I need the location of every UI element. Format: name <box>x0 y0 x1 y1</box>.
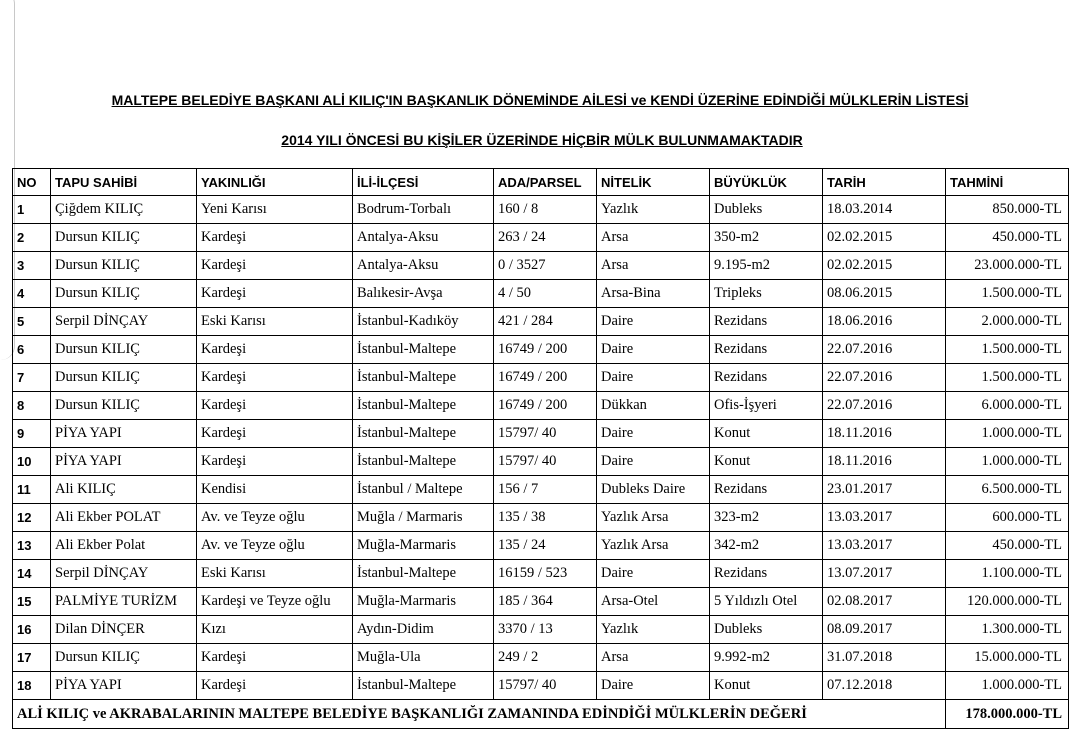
table-body <box>13 196 1069 700</box>
cell-size: Ofis-İşyeri <box>710 392 823 420</box>
header-relation: YAKINLIĞI <box>197 169 353 196</box>
cell-no: 4 <box>13 280 51 308</box>
property-table <box>12 168 1069 729</box>
cell-relation: Kardeşi <box>197 336 353 364</box>
cell-size: Dubleks <box>710 196 823 224</box>
cell-relation: Kardeşi <box>197 644 353 672</box>
cell-parcel: 15797/ 40 <box>494 448 597 476</box>
cell-date: 13.03.2017 <box>823 504 946 532</box>
cell-relation: Kardeşi <box>197 224 353 252</box>
cell-date: 13.03.2017 <box>823 532 946 560</box>
cell-estimate: 6.000.000-TL <box>946 392 1069 420</box>
cell-no: 11 <box>13 476 51 504</box>
cell-location: Balıkesir-Avşa <box>353 280 494 308</box>
cell-size: Rezidans <box>710 336 823 364</box>
cell-date: 23.01.2017 <box>823 476 946 504</box>
cell-no: 10 <box>13 448 51 476</box>
cell-parcel: 263 / 24 <box>494 224 597 252</box>
cell-relation: Kardeşi <box>197 448 353 476</box>
cell-location: İstanbul-Maltepe <box>353 448 494 476</box>
cell-location: İstanbul-Maltepe <box>353 392 494 420</box>
cell-relation: Eski Karısı <box>197 308 353 336</box>
cell-location: Muğla-Ula <box>353 644 494 672</box>
cell-date: 08.06.2015 <box>823 280 946 308</box>
cell-size: 323-m2 <box>710 504 823 532</box>
cell-location: Muğla-Marmaris <box>353 588 494 616</box>
cell-type: Arsa <box>597 252 710 280</box>
cell-type: Daire <box>597 448 710 476</box>
table-header-row <box>13 169 1069 196</box>
table-row <box>13 336 1069 364</box>
cell-location: Aydın-Didim <box>353 616 494 644</box>
cell-size: Rezidans <box>710 364 823 392</box>
header-location: İLİ-İLÇESİ <box>353 169 494 196</box>
cell-type: Arsa-Otel <box>597 588 710 616</box>
cell-parcel: 135 / 38 <box>494 504 597 532</box>
cell-size: 342-m2 <box>710 532 823 560</box>
cell-estimate: 1.500.000-TL <box>946 336 1069 364</box>
cell-parcel: 156 / 7 <box>494 476 597 504</box>
cell-estimate: 120.000.000-TL <box>946 588 1069 616</box>
cell-estimate: 1.500.000-TL <box>946 280 1069 308</box>
cell-size: Konut <box>710 672 823 700</box>
cell-location: Antalya-Aksu <box>353 224 494 252</box>
cell-date: 18.11.2016 <box>823 420 946 448</box>
cell-owner: Serpil DİNÇAY <box>51 560 197 588</box>
cell-owner: Dursun KILIÇ <box>51 280 197 308</box>
cell-owner: Dursun KILIÇ <box>51 644 197 672</box>
header-owner: TAPU SAHİBİ <box>51 169 197 196</box>
cell-estimate: 850.000-TL <box>946 196 1069 224</box>
cell-owner: Dursun KILIÇ <box>51 392 197 420</box>
cell-parcel: 4 / 50 <box>494 280 597 308</box>
cell-parcel: 15797/ 40 <box>494 672 597 700</box>
table-row <box>13 476 1069 504</box>
cell-relation: Kardeşi <box>197 672 353 700</box>
cell-relation: Kardeşi <box>197 420 353 448</box>
table-row <box>13 560 1069 588</box>
cell-relation: Kardeşi ve Teyze oğlu <box>197 588 353 616</box>
cell-no: 7 <box>13 364 51 392</box>
cell-location: Antalya-Aksu <box>353 252 494 280</box>
cell-type: Daire <box>597 672 710 700</box>
table-row <box>13 532 1069 560</box>
cell-estimate: 1.000.000-TL <box>946 448 1069 476</box>
cell-estimate: 600.000-TL <box>946 504 1069 532</box>
cell-relation: Kardeşi <box>197 280 353 308</box>
cell-owner: Dursun KILIÇ <box>51 364 197 392</box>
total-value: 178.000.000-TL <box>946 700 1069 729</box>
cell-estimate: 23.000.000-TL <box>946 252 1069 280</box>
cell-estimate: 1.000.000-TL <box>946 672 1069 700</box>
cell-date: 02.02.2015 <box>823 252 946 280</box>
cell-type: Yazlık Arsa <box>597 532 710 560</box>
cell-owner: Dursun KILIÇ <box>51 252 197 280</box>
cell-size: 350-m2 <box>710 224 823 252</box>
cell-size: Tripleks <box>710 280 823 308</box>
total-label: ALİ KILIÇ ve AKRABALARININ MALTEPE BELEDİYE BAŞKANLIĞI ZAMANINDA EDİNDİĞİ MÜLKLERİN DEĞERİ <box>13 700 946 729</box>
cell-no: 9 <box>13 420 51 448</box>
cell-date: 31.07.2018 <box>823 644 946 672</box>
cell-no: 8 <box>13 392 51 420</box>
cell-location: Bodrum-Torbalı <box>353 196 494 224</box>
cell-relation: Av. ve Teyze oğlu <box>197 504 353 532</box>
cell-size: Rezidans <box>710 560 823 588</box>
cell-parcel: 160 / 8 <box>494 196 597 224</box>
cell-owner: Serpil DİNÇAY <box>51 308 197 336</box>
cell-parcel: 3370 / 13 <box>494 616 597 644</box>
cell-no: 16 <box>13 616 51 644</box>
cell-type: Yazlık <box>597 196 710 224</box>
cell-date: 22.07.2016 <box>823 392 946 420</box>
table-row <box>13 392 1069 420</box>
table-row <box>13 224 1069 252</box>
cell-relation: Kardeşi <box>197 364 353 392</box>
cell-location: İstanbul-Maltepe <box>353 560 494 588</box>
cell-parcel: 421 / 284 <box>494 308 597 336</box>
cell-type: Dubleks Daire <box>597 476 710 504</box>
cell-owner: Dilan DİNÇER <box>51 616 197 644</box>
cell-location: İstanbul-Maltepe <box>353 336 494 364</box>
table-row <box>13 644 1069 672</box>
table-row <box>13 588 1069 616</box>
cell-estimate: 1.100.000-TL <box>946 560 1069 588</box>
document-title: MALTEPE BELEDİYE BAŞKANI ALİ KILIÇ'IN BAŞKANLIK DÖNEMİNDE AİLESİ ve KENDİ ÜZERİNE EDİNDİĞİ MÜLKLERİN LİSTESİ <box>111 92 969 108</box>
table-row <box>13 252 1069 280</box>
cell-date: 22.07.2016 <box>823 336 946 364</box>
cell-location: İstanbul-Kadıköy <box>353 308 494 336</box>
cell-size: Dubleks <box>710 616 823 644</box>
cell-location: İstanbul-Maltepe <box>353 364 494 392</box>
cell-estimate: 450.000-TL <box>946 532 1069 560</box>
table-row <box>13 364 1069 392</box>
cell-parcel: 0 / 3527 <box>494 252 597 280</box>
cell-size: 9.992-m2 <box>710 644 823 672</box>
cell-location: İstanbul-Maltepe <box>353 420 494 448</box>
cell-relation: Kardeşi <box>197 252 353 280</box>
table-row <box>13 504 1069 532</box>
cell-date: 18.03.2014 <box>823 196 946 224</box>
cell-size: Konut <box>710 448 823 476</box>
cell-date: 22.07.2016 <box>823 364 946 392</box>
cell-location: İstanbul-Maltepe <box>353 672 494 700</box>
cell-relation: Kardeşi <box>197 392 353 420</box>
cell-size: Rezidans <box>710 476 823 504</box>
cell-no: 17 <box>13 644 51 672</box>
cell-relation: Kendisi <box>197 476 353 504</box>
cell-owner: Çiğdem KILIÇ <box>51 196 197 224</box>
cell-date: 07.12.2018 <box>823 672 946 700</box>
cell-estimate: 1.500.000-TL <box>946 364 1069 392</box>
cell-estimate: 450.000-TL <box>946 224 1069 252</box>
header-parcel: ADA/PARSEL <box>494 169 597 196</box>
cell-owner: Ali Ekber Polat <box>51 532 197 560</box>
cell-owner: PİYA YAPI <box>51 672 197 700</box>
cell-estimate: 1.000.000-TL <box>946 420 1069 448</box>
table-row <box>13 420 1069 448</box>
cell-parcel: 15797/ 40 <box>494 420 597 448</box>
cell-owner: Dursun KILIÇ <box>51 224 197 252</box>
cell-no: 13 <box>13 532 51 560</box>
cell-estimate: 6.500.000-TL <box>946 476 1069 504</box>
cell-type: Dükkan <box>597 392 710 420</box>
cell-parcel: 16749 / 200 <box>494 336 597 364</box>
table-row <box>13 448 1069 476</box>
cell-no: 1 <box>13 196 51 224</box>
cell-no: 15 <box>13 588 51 616</box>
table-row <box>13 280 1069 308</box>
cell-date: 02.02.2015 <box>823 224 946 252</box>
cell-owner: PİYA YAPI <box>51 420 197 448</box>
table-row <box>13 672 1069 700</box>
cell-owner: Ali KILIÇ <box>51 476 197 504</box>
header-no: NO <box>13 169 51 196</box>
header-size: BÜYÜKLÜK <box>710 169 823 196</box>
cell-size: Rezidans <box>710 308 823 336</box>
cell-date: 18.11.2016 <box>823 448 946 476</box>
cell-no: 12 <box>13 504 51 532</box>
table-row <box>13 196 1069 224</box>
cell-type: Daire <box>597 308 710 336</box>
cell-owner: Dursun KILIÇ <box>51 336 197 364</box>
cell-no: 2 <box>13 224 51 252</box>
table-row <box>13 308 1069 336</box>
cell-owner: PİYA YAPI <box>51 448 197 476</box>
cell-date: 02.08.2017 <box>823 588 946 616</box>
cell-parcel: 16159 / 523 <box>494 560 597 588</box>
cell-type: Daire <box>597 420 710 448</box>
cell-type: Yazlık <box>597 616 710 644</box>
cell-no: 18 <box>13 672 51 700</box>
cell-no: 14 <box>13 560 51 588</box>
cell-estimate: 15.000.000-TL <box>946 644 1069 672</box>
cell-relation: Yeni Karısı <box>197 196 353 224</box>
cell-parcel: 185 / 364 <box>494 588 597 616</box>
cell-relation: Eski Karısı <box>197 560 353 588</box>
cell-relation: Av. ve Teyze oğlu <box>197 532 353 560</box>
cell-parcel: 249 / 2 <box>494 644 597 672</box>
cell-type: Daire <box>597 560 710 588</box>
cell-parcel: 135 / 24 <box>494 532 597 560</box>
cell-type: Arsa-Bina <box>597 280 710 308</box>
cell-size: 5 Yıldızlı Otel <box>710 588 823 616</box>
cell-no: 5 <box>13 308 51 336</box>
cell-location: İstanbul / Maltepe <box>353 476 494 504</box>
cell-type: Arsa <box>597 224 710 252</box>
header-type: NİTELİK <box>597 169 710 196</box>
cell-parcel: 16749 / 200 <box>494 392 597 420</box>
header-estimate: TAHMİNİ <box>946 169 1069 196</box>
document-subtitle: 2014 YILI ÖNCESİ BU KİŞİLER ÜZERİNDE HİÇBİR MÜLK BULUNMAMAKTADIR <box>281 132 803 148</box>
cell-parcel: 16749 / 200 <box>494 364 597 392</box>
total-row <box>13 700 1069 729</box>
table-row <box>13 616 1069 644</box>
cell-location: Muğla / Marmaris <box>353 504 494 532</box>
cell-size: 9.195-m2 <box>710 252 823 280</box>
cell-no: 3 <box>13 252 51 280</box>
cell-estimate: 2.000.000-TL <box>946 308 1069 336</box>
cell-type: Arsa <box>597 644 710 672</box>
cell-date: 18.06.2016 <box>823 308 946 336</box>
cell-estimate: 1.300.000-TL <box>946 616 1069 644</box>
cell-owner: PALMİYE TURİZM <box>51 588 197 616</box>
cell-date: 08.09.2017 <box>823 616 946 644</box>
cell-owner: Ali Ekber POLAT <box>51 504 197 532</box>
cell-size: Konut <box>710 420 823 448</box>
cell-type: Daire <box>597 364 710 392</box>
header-date: TARİH <box>823 169 946 196</box>
cell-date: 13.07.2017 <box>823 560 946 588</box>
cell-relation: Kızı <box>197 616 353 644</box>
cell-no: 6 <box>13 336 51 364</box>
cell-type: Yazlık Arsa <box>597 504 710 532</box>
cell-location: Muğla-Marmaris <box>353 532 494 560</box>
cell-type: Daire <box>597 336 710 364</box>
